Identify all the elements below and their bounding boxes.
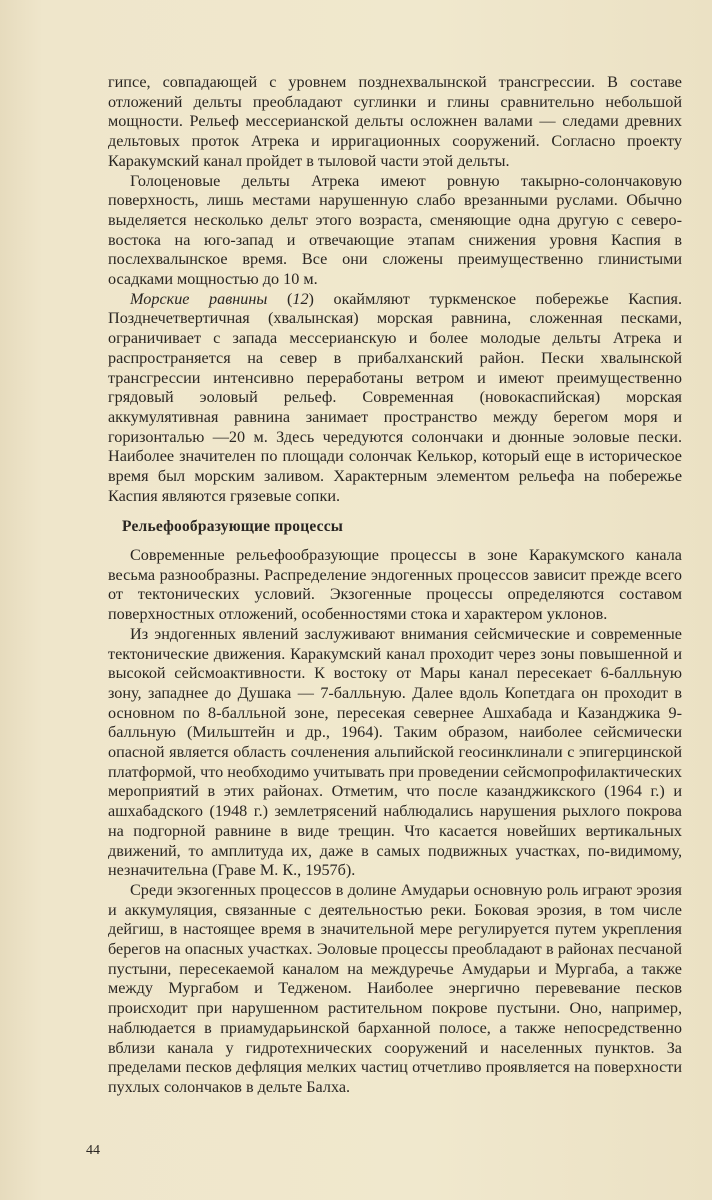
text-block-top	[108, 73, 682, 506]
paragraph-endogenous: Из эндогенных явлений заслуживают внимания сейсмические и современные тектонические движения. Каракумский канал проходит через зоны повышенной и высокой сейсмоактивности. К востоку от Мары канал пересекает 6-балльную зону, западнее до Душака — 7-балльную. Далее вдоль Копетдага он проходит в основном по 8-балльной зоне, пересекая севернее Ашхабада и Казанджика 9-балльную (Мильштейн и др., 1964). Таким образом, наиболее сейсмически опасной является область сочленения альпийской геосинклинали с эпигерцинской платформой, что необходимо учитывать при проведении сейсмопрофилактических мероприятий в этих районах. Отметим, что после казанджикского (1964 г.) и ашхабадского (1948 г.) землетрясений наблюдались нарушения рыхлого покрова на подгорной равнине в виде трещин. Что касается новейших вертикальных движений, то амплитуда их, даже в самых подвижных участках, по-видимому, незначительна (Граве М. К., 1957б).	[108, 624, 682, 880]
paragraph-marine-plains: Морские равнины (12) окаймляют туркменское побережье Каспия. Позднечетвертичная (хвалынская) морская равнина, сложенная песками, ограничивает с запада мессерианскую и более молодые дельты Атрека и распространяется на север в прибалханский район. Пески хвалынской трансгрессии интенсивно переработаны ветром и имеют преимущественно грядовый эоловый рельеф. Современная (новокаспийская) морская аккумулятивная равнина занимает пространство между берегом моря и горизонталью —20 м. Здесь чередуются солончаки и дюнные эоловые пески. Наиболее значителен по площади солончак Келькор, который еще в историческое время был морским заливом. Характерным элементом рельефа на побережье Каспия являются грязевые сопки.	[108, 289, 682, 505]
marine-plains-term: Морские равнины	[130, 289, 268, 308]
paragraph-delta-continued: гипсе, совпадающей с уровнем позднехвалынской трансгрессии. В составе отложений дельты преобладают суглинки и глины сравнительно небольшой мощности. Рельеф мессерианской дельты осложнен валами — следами древних дельтовых проток Атрека и ирригационных сооружений. Согласно проекту Каракумский канал пройдет в тыловой части этой дельты.	[108, 73, 682, 170]
text-block-bottom	[108, 546, 682, 1098]
marine-plains-ref: 12	[292, 289, 309, 308]
paragraph-exogenous: Среди экзогенных процессов в долине Амударьи основную роль играют эрозия и аккумуляция, связанные с деятельностью реки. Боковая эрозия, в том числе дейгиш, в настоящее время в значительной мере регулируется путем укрепления берегов на опасных участках. Эоловые процессы преобладают в районах песчаной пустыни, пересекаемой каналом на междуречье Амударьи и Мургаба, а также между Мургабом и Тедженом. Наиболее энергично перевевание песков происходит при нарушенном растительном покрове пустыни. Оно, например, наблюдается в приамударьинской барханной полосе, а также непосредственно вблизи канала у гидротехнических сооружений и населенных пунктов. За пределами песков дефляция мелких частиц отчетливо проявляется на поверхности пухлых солончаков в дельте Балха.	[108, 880, 682, 1096]
paragraph-holocene-deltas: Голоценовые дельты Атрека имеют ровную такырно-солончаковую поверхность, лишь местами нарушенную слабо врезанными руслами. Обычно выделяется несколько дельт этого возраста, сменяющие одна другую с северо-востока на юго-запад и отвечающие этапам снижения уровня Каспия в послехвалынское время. Все они сложены преимущественно глинистыми осадками мощностью до 10 м.	[108, 171, 682, 289]
page-number: 44	[86, 1143, 100, 1158]
paragraph-processes-intro: Современные рельефообразующие процессы в зоне Каракумского канала весьма разнообразны. Распределение эндогенных процессов зависит прежде всего от тектонических условий. Экзогенные процессы определяются составом поверхностных отложений, особенностями стока и характером уклонов.	[108, 546, 682, 624]
section-heading: Рельефообразующие процессы	[122, 518, 344, 535]
marine-plains-text: окаймляют туркменское побережье Каспия. Позднечетвертичная (хвалынская) морская равнина, сложенная песками, ограничивает с запада мессерианскую и более молодые дельты Атрека и распространяется на север в прибалханский район. Пески хвалынской трансгрессии интенсивно переработаны ветром и имеют преимущественно грядовый эоловый рельеф. Современная (новокаспийская) морская аккумулятивная равнина занимает пространство между берегом моря и горизонталью —20 м. Здесь чередуются солончаки и дюнные эоловые пески. Наиболее значителен по площади солончак Келькор, который еще в историческое время был морским заливом. Характерным элементом рельефа на побережье Каспия являются грязевые сопки.	[108, 289, 682, 505]
